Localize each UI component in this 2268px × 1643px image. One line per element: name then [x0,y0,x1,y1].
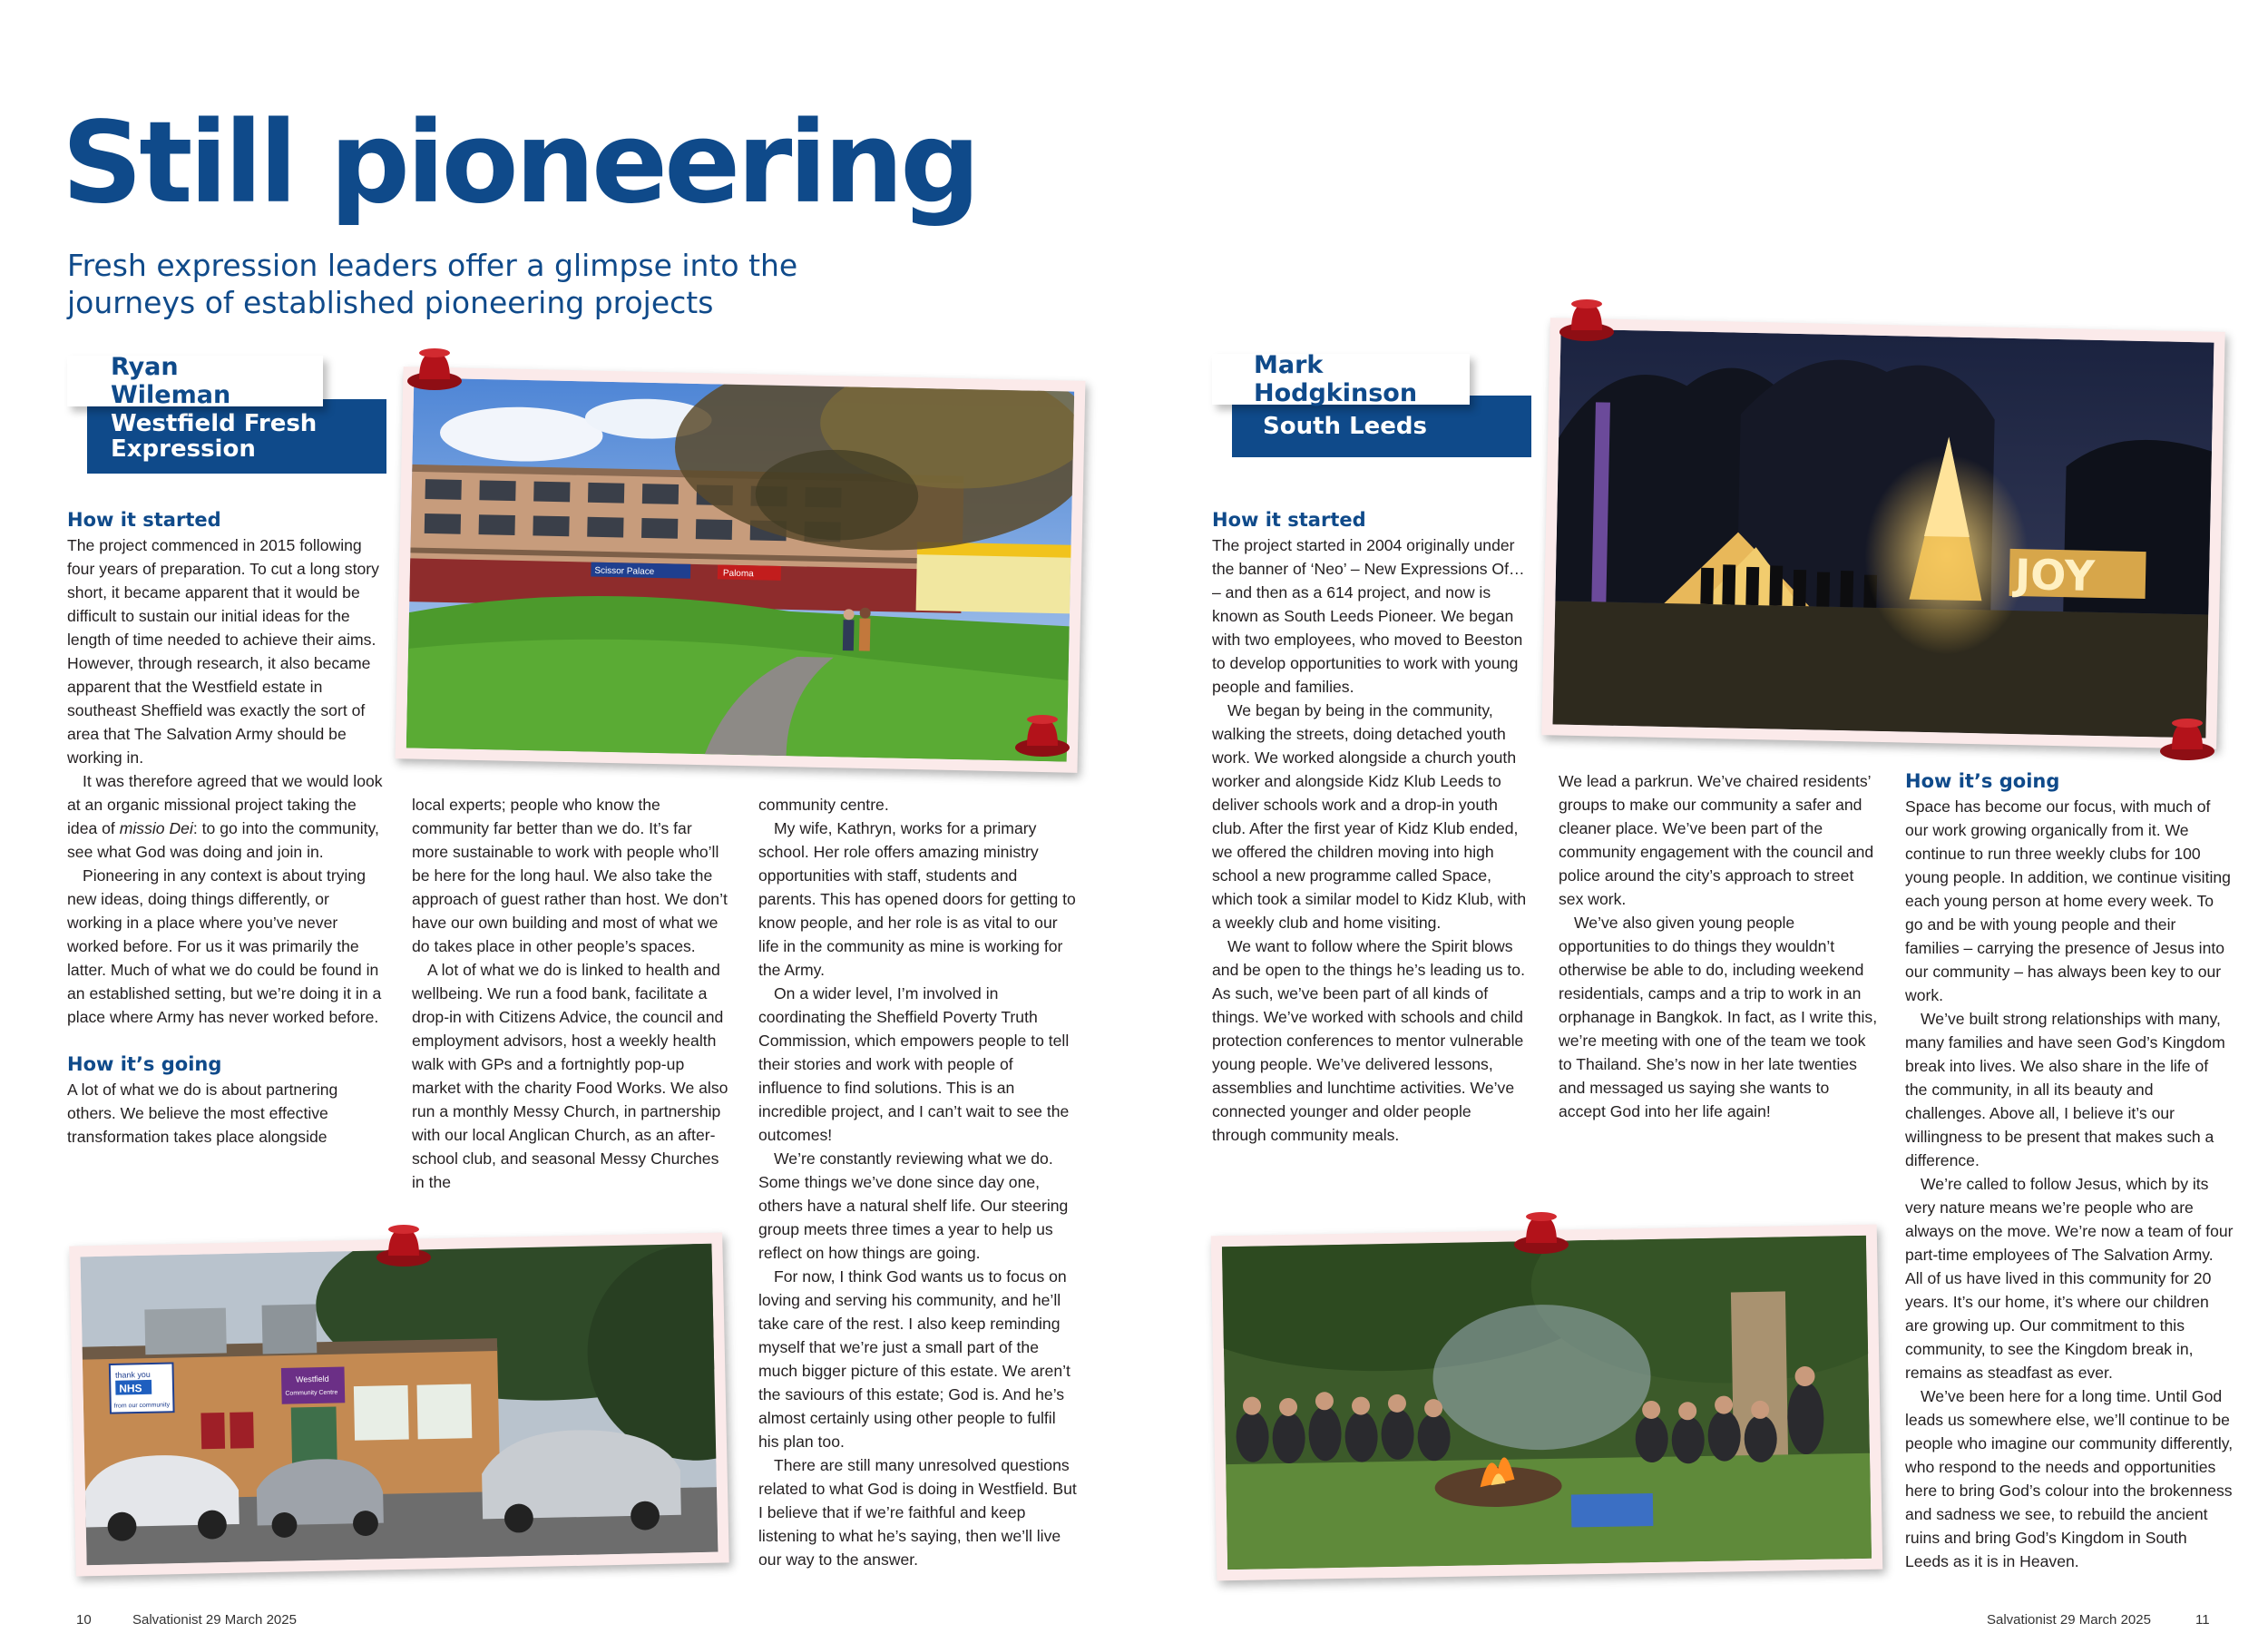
photo-westfield-community-centre [69,1233,728,1577]
paragraph: local experts; people who know the community far better than we do. It’s far more sustainable to work with people who’ll be here for the long haul. We also take the approach of guest rather than host. We don’t have our own building and most of what we do takes place in other people’s spaces. [412,796,728,955]
photo-westfield-estate [396,367,1086,773]
paragraph: My wife, Kathryn, works for a primary school. Her role offers amazing ministry opportunities with staff, students and parents. This has opened doors for getting to know people, and her role is as vital to our life in the community as mine is working for the Army. [758,819,1076,979]
paragraph: We’ve been here for a long time. Until God leads us somewhere else, we’ll continue to be people who imagine our community differently, who respond to the needs and opportunities here to bring God’s colour into the brokenness and sadness we see, to rebuild the ancient ruins and bring God’s Kingdom in South Leeds as it is in Heaven. [1905,1387,2234,1570]
paragraph: The project started in 2004 originally under the banner of ‘Neo’ – New Expressions Of… – and then as a 614 project, and now is known as South Leeds Pioneer. We began with two employees, who moved to Beeston to develop opportunities to work with young people and families. [1212,536,1525,696]
paragraph: A lot of what we do is linked to health and wellbeing. We run a food bank, facilitate a drop-in with Citizens Advice, the council and employment advisors, host a weekly health walk with GPs and a fortnightly pop-up market with the charity Food Works. We also run a monthly Messy Church, in partnership with our local Anglican Church, as an after-school club, and seasonal Messy Churches in the [412,961,728,1191]
right-column-2 [1559,769,1878,1123]
left-column-1 [67,508,385,1149]
joy-sign: JOY [2014,550,2096,601]
page-number-left: 10 [76,1612,92,1628]
author-tag-mark [1212,351,1470,407]
page-subtitle: Fresh expression leaders offer a glimpse into the journeys of established pioneering projects [67,248,798,320]
estate-image [406,377,1074,761]
author-name: Ryan Wileman [111,353,231,409]
heading-how-its-going: How it’s going [1905,770,2060,792]
pin-icon [405,345,464,394]
photo-south-leeds-campfire [1211,1225,1883,1581]
heading-how-it-started: How it started [1212,509,1366,531]
paragraph: community centre. [758,796,889,814]
heading-how-its-going: How it’s going [67,1053,222,1075]
paragraph: On a wider level, I’m involved in coordinating the Sheffield Poverty Truth Commission, which empowers people to tell their stories and work with people of influence to find solutions. This is an incredible project, and I can’t wait to see the outcomes! [758,984,1070,1144]
paragraph: The project commenced in 2015 following four years of preparation. To cut a long story short, it became apparent that it would be difficult to sustain our initial ideas for the length of time needed to achieve their aims. However, through research, it also became apparent that the Westfield estate in southeast Sheffield was exactly the sort of area that The Salvation Army should be working in. [67,536,379,767]
paragraph: We lead a parkrun. We’ve chaired residents’ groups to make our community a safer and cleaner place. We’ve been part of the community engagement with the council and police around the city’s approach to street sex work. [1559,772,1874,908]
pin-icon [374,1221,434,1270]
paragraph: Space has become our focus, with much of our work growing organically from it. We continue to run three weekly clubs for 100 young people. In addition, we continue visiting each young person at home every week. To go and be with young people and their families – carrying the presence of Jesus into our community – has always been key to our work. [1905,797,2231,1004]
shop-sign-1: Scissor Palace [594,565,655,577]
author-name: Mark Hodgkinson [1254,351,1418,407]
project-name: Westfield Fresh Expression [111,410,318,463]
photo-south-leeds-christmas [1541,318,2224,748]
nhs-banner-line-1: thank you [114,1369,151,1380]
publication-date-left: Salvationist 29 March 2025 [132,1612,297,1628]
right-column-3 [1905,769,2234,1573]
page-number-right: 11 [2195,1612,2210,1628]
project-name: South Leeds [1263,413,1428,440]
paragraph: There are still many unresolved questions related to what God is doing in Westfield. But I believe that if we’re faithful and keep listening to what he’s saying, then we’ll live our way to the answer. [758,1456,1077,1569]
shop-sign-2: Paloma [722,568,754,580]
pin-icon [1557,296,1617,345]
paragraph: We want to follow where the Spirit blows and be open to the things he’s leading us to. As such, we’ve been part of all kinds of things. We’ve worked with schools and child protection conferences to mentor vulnerable young people. We’ve delivered lessons, assemblies and lunchtime activities. We’ve connected younger and older people through community meals. [1212,937,1525,1144]
right-column-1 [1212,508,1530,1147]
left-column-3 [758,793,1078,1571]
pin-icon [1012,711,1072,760]
paragraph: We’ve built strong relationships with many, many families and have seen God’s Kingdom break into lives. We also share in the life of the community, in all its beauty and challenges. Above all, I believe it’s our willingness to be present that makes such a difference. [1905,1010,2225,1169]
pin-icon [2157,715,2217,764]
author-tag-ryan [67,353,323,409]
paragraph: For now, I think God wants us to focus on loving and serving his community, and he’ll take care of the rest. I also keep reminding myself that we’re just a small part of the much bigger picture of this estate. We aren’t the saviours of this estate; God is. And he’s almost certainly using other people to fulfil his plan too. [758,1267,1070,1451]
left-column-2 [412,793,729,1194]
publication-date-right: Salvationist 29 March 2025 [1987,1612,2151,1628]
nhs-banner-line-3: from our community [113,1402,171,1410]
paragraph: We’ve also given young people opportunities to do things they wouldn’t otherwise be able to do, including weekend residentials, camps and a trip to work in an orphanage in Bangkok. In fact, as I write this, we’re meeting with one of the team we took to Thailand. She’s now in her late twenties and messaged us saying she wants to accept God into her life again! [1559,914,1878,1120]
pin-icon [1511,1208,1571,1257]
paragraph: We’re called to follow Jesus, which by its very nature means we’re people who are always on the move. We’re now a team of four part-time employees of The Salvation Army. All of us have lived in this community for 20 years. It’s our home, it’s where our children are growing up. Our commitment to this community, to see the Kingdom break in, remains as steadfast as ever. [1905,1175,2234,1382]
project-tag-westfield [87,399,386,474]
page-title: Still pioneering [62,98,977,229]
paragraph: Pioneering in any context is about trying new ideas, doing things differently, or working in a place where you’ve never worked before. For us it was primarily the latter. Much of what we do could be found in an established setting, but we’re doing it in a place where Army has never worked before. [67,866,382,1026]
paragraph: A lot of what we do is about partnering others. We believe the most effective transformation takes place alongside [67,1081,338,1146]
campfire-image [1222,1236,1872,1570]
nhs-banner-line-2: NHS [119,1382,142,1395]
centre-sign-line-2: Community Centre [285,1389,338,1397]
community-centre-image [81,1244,719,1566]
paragraph: We began by being in the community, walking the streets, doing detached youth work. We worked alongside a church youth worker and alongside Kidz Klub Leeds to deliver schools work and a drop-in youth club. After the first year of Kidz Klub ended, we offered the children moving into high school a new programme called Space, which took a similar model to Kidz Klub, with a weekly club and home visiting. [1212,701,1527,932]
heading-how-it-started: How it started [67,509,221,531]
paragraph: We’re constantly reviewing what we do. Some things we’ve done since day one, others have a natural shelf life. Our steering group meets three times a year to help us reflect on how things are going. [758,1149,1069,1262]
christmas-event-image [1553,329,2214,738]
centre-sign-line-1: Westfield [295,1374,329,1384]
paragraph: It was therefore agreed that we would look at an organic missional project taking the idea of missio Dei: to go into the community, see what God was doing and join in. [67,772,383,861]
